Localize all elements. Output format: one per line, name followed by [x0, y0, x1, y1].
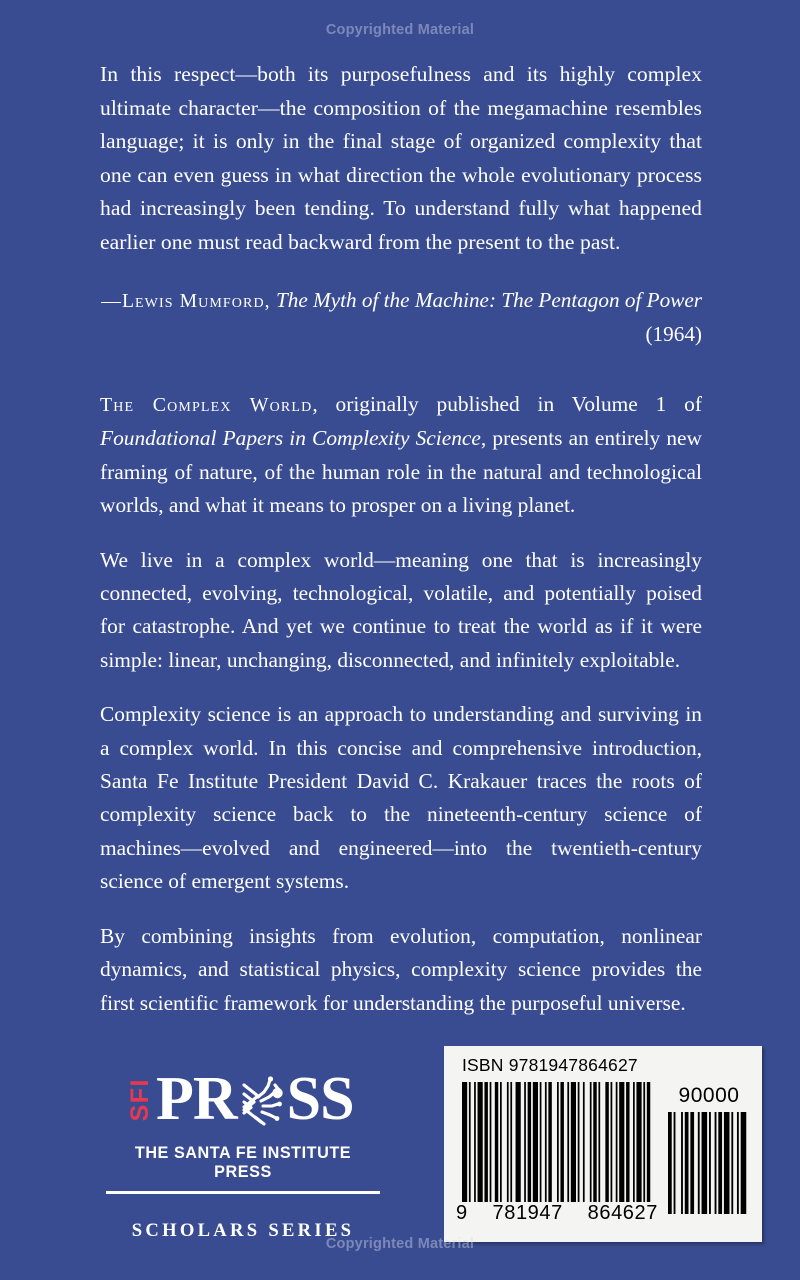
ean13-digit-group-3: 864627	[587, 1202, 658, 1224]
blurb-paragraph-1	[100, 388, 702, 523]
ean13-digit-group-2: 781947	[492, 1202, 563, 1224]
press-wordmark	[156, 1066, 354, 1132]
blurb-p1-part2: , presents an entirely new framing of nature, of the human role in the natural and technological worlds, and what it means to prosper on a living planet.	[100, 426, 702, 518]
series-label: SCHOLARS SERIES	[131, 1219, 355, 1241]
publisher-logo-block	[104, 1062, 382, 1242]
blurb-paragraph-3: Complexity science is an approach to understanding and surviving in a complex world. In this concise and comprehensive introduction, Santa Fe Institute President David C. Krakauer traces the roots of complexity science back to the nineteenth-century science of machines—evolved and engineered—into the twentieth-century science of emergent systems.	[100, 702, 702, 894]
isbn-number-label: ISBN 9781947864627	[462, 1055, 638, 1075]
epigraph-attribution	[100, 284, 702, 352]
copyright-watermark-top: Copyrighted Material	[325, 22, 475, 38]
ean13-barcode-image	[462, 1082, 652, 1202]
press-letters-after: SS	[286, 1065, 354, 1133]
blurb-p1-part1: , originally published in Volume 1 of	[312, 392, 702, 416]
copyright-watermark-bottom: Copyrighted Material	[325, 1236, 475, 1252]
ean13-human-readable-digits	[456, 1202, 658, 1225]
logo-divider-rule	[106, 1191, 380, 1194]
epigraph-quote: In this respect—both its purposefulness and its highly complex ultimate character—the composition of the megamachine resembles language; it is only in the final stage of organized complexity that one can even guess in what direction the whole evolutionary process had increasingly been tending. To understand fully what happened earlier one must read backward from the present to the past.	[100, 62, 702, 254]
sfi-acronym: SFI	[126, 1078, 154, 1122]
circuit-node-e-icon	[237, 1073, 287, 1131]
blurb-block	[100, 388, 702, 1020]
attribution-author: —Lewis Mumford,	[101, 290, 271, 312]
blurb-p1-italic-title: Foundational Papers in Complexity Science	[100, 426, 481, 451]
blurb-paragraph-4: By combining insights from evolution, computation, nonlinear dynamics, and statistical physics, complexity science provides the first scientific framework for understanding the purposeful universe.	[100, 923, 702, 1015]
ean13-digit-group-1: 9	[456, 1202, 468, 1224]
epigraph-block	[100, 58, 702, 351]
attribution-work-title: The Myth of the Machine: The Pentagon of Power	[275, 287, 702, 312]
blurb-lead-title: The Complex World	[100, 394, 313, 416]
isbn-barcode-block	[444, 1046, 762, 1242]
blurb-paragraph-2: We live in a complex world—meaning one that is increasingly connected, evolving, technological, volatile, and potentially poised for catastrophe. And yet we continue to treat the world as if it were simple: linear, unchanging, disconnected, and infinitely exploitable.	[100, 547, 702, 672]
sfi-press-logomark	[104, 1062, 382, 1140]
attribution-year: (1964)	[645, 321, 702, 346]
press-letters-before: PR	[156, 1065, 237, 1133]
ean5-addon-barcode-image	[668, 1112, 750, 1214]
addon-price-code: 90000	[678, 1084, 740, 1107]
publisher-subtitle: THE SANTA FE INSTITUTE PRESS	[134, 1144, 352, 1181]
